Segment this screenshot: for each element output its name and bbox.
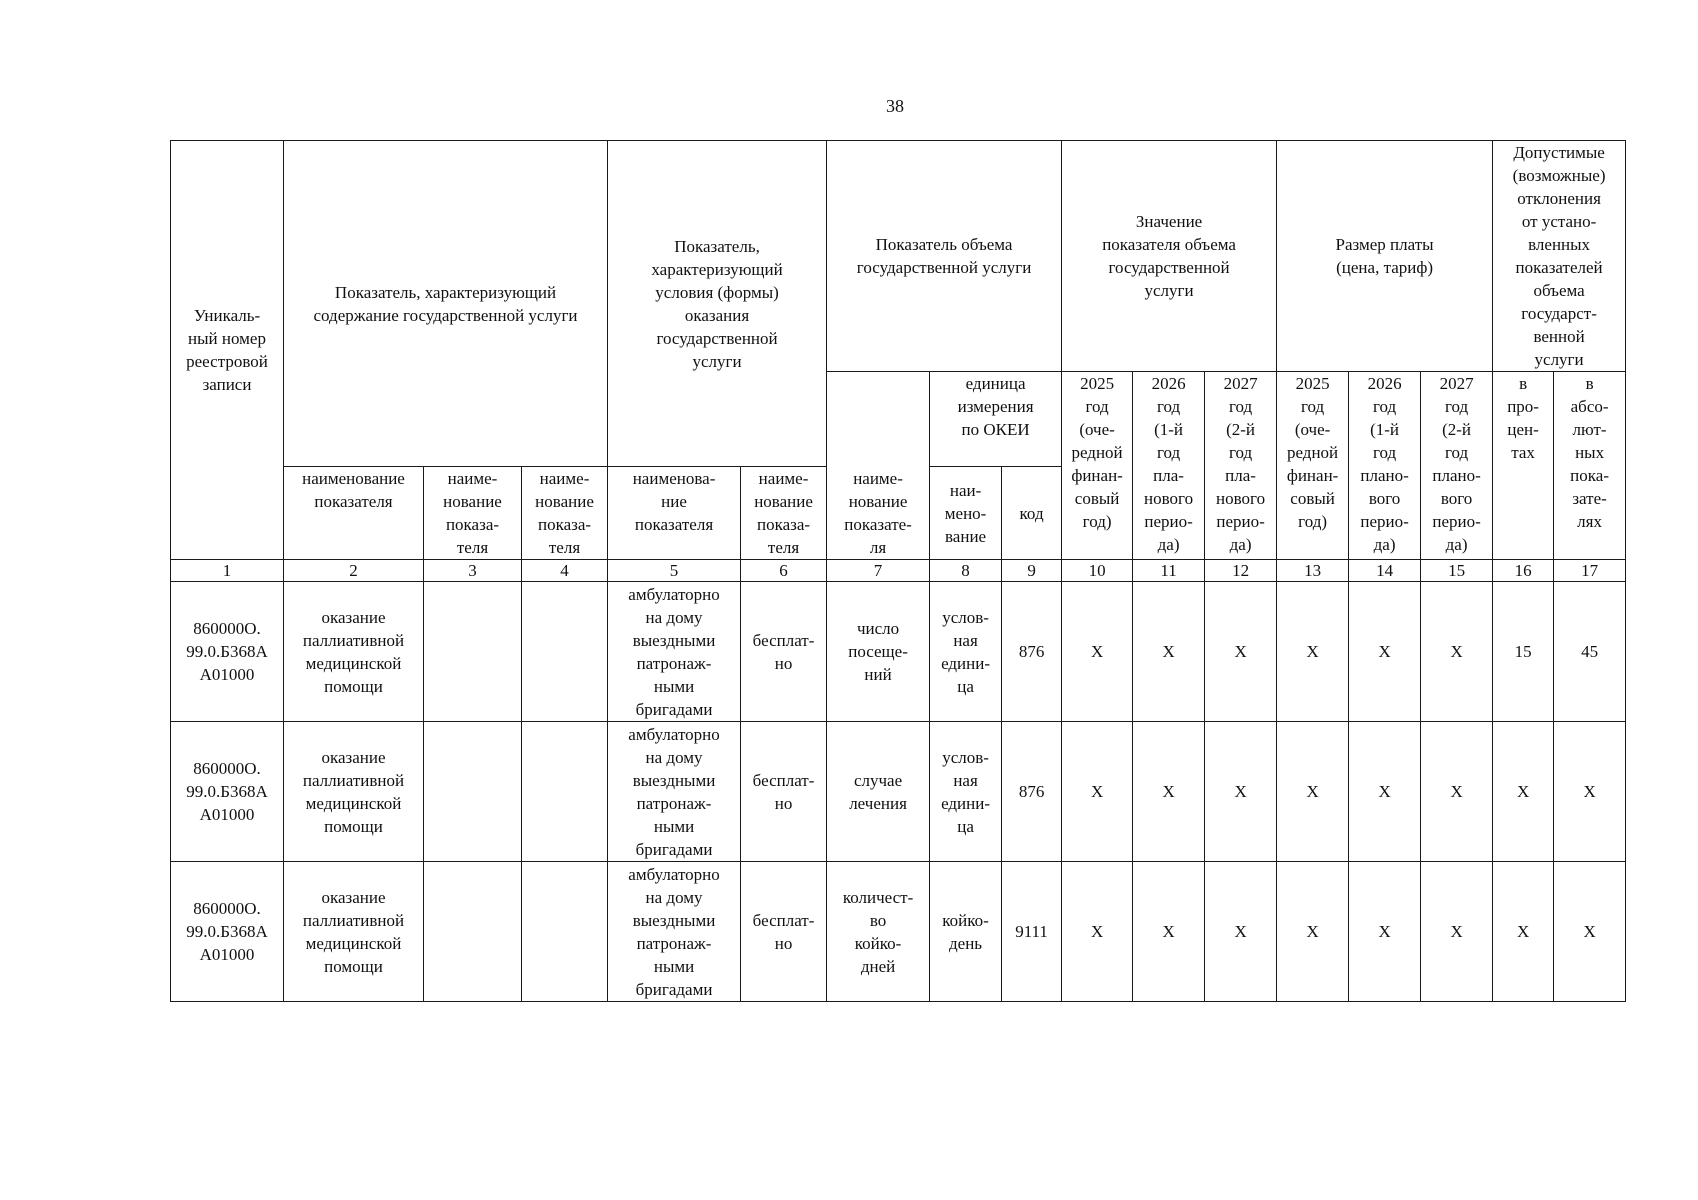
service-form-cell: амбулаторно на дому выездными патронаж- ными бригадами xyxy=(608,582,741,722)
value-2025-cell: Х xyxy=(1062,582,1133,722)
unit-name-cell: услов- ная едини- ца xyxy=(930,722,1002,862)
value-2026-cell: Х xyxy=(1133,722,1205,862)
column-number-cell: 5 xyxy=(608,560,741,582)
unit-code-cell: 876 xyxy=(1002,722,1062,862)
value-2027-cell: Х xyxy=(1205,582,1277,722)
payment-condition-cell: бесплат- но xyxy=(741,862,827,1002)
service-content-cell: оказание паллиативной медицинской помощи xyxy=(284,722,424,862)
column-number-cell: 16 xyxy=(1493,560,1554,582)
volume-indicator-name-cell: количест- во койко- дней xyxy=(827,862,930,1002)
unit-name-cell: койко- день xyxy=(930,862,1002,1002)
fee-2027-cell: Х xyxy=(1421,582,1493,722)
header-col-9: код xyxy=(1002,467,1062,560)
state-service-volume-table xyxy=(170,140,1626,1002)
header-col-17: в абсо- лют- ных пока- зате- лях xyxy=(1554,372,1626,560)
column-number-cell: 12 xyxy=(1205,560,1277,582)
fee-2027-cell: Х xyxy=(1421,862,1493,1002)
content-indicator-3-cell xyxy=(522,862,608,1002)
column-number-cell: 13 xyxy=(1277,560,1349,582)
header-content-indicator: Показатель, характеризующий содержание государственной услуги xyxy=(284,141,608,467)
column-number-cell: 17 xyxy=(1554,560,1626,582)
fee-2025-cell: Х xyxy=(1277,722,1349,862)
fee-2026-cell: Х xyxy=(1349,582,1421,722)
header-col-15: 2027 год (2-й год плано- вого перио- да) xyxy=(1421,372,1493,560)
value-2027-cell: Х xyxy=(1205,722,1277,862)
column-number-cell: 8 xyxy=(930,560,1002,582)
fee-2026-cell: Х xyxy=(1349,862,1421,1002)
content-indicator-2-cell xyxy=(424,582,522,722)
fee-2027-cell: Х xyxy=(1421,722,1493,862)
header-col-7: наиме- нование показате- ля xyxy=(827,372,930,560)
service-form-cell: амбулаторно на дому выездными патронаж- ными бригадами xyxy=(608,862,741,1002)
payment-condition-cell: бесплат- но xyxy=(741,582,827,722)
header-volume-indicator: Показатель объема государственной услуги xyxy=(827,141,1062,372)
value-2025-cell: Х xyxy=(1062,722,1133,862)
value-2027-cell: Х xyxy=(1205,862,1277,1002)
service-content-cell: оказание паллиативной медицинской помощи xyxy=(284,582,424,722)
deviation-percent-cell: 15 xyxy=(1493,582,1554,722)
table-row xyxy=(171,722,1626,862)
header-col-12: 2027 год (2-й год пла- нового перио- да) xyxy=(1205,372,1277,560)
content-indicator-3-cell xyxy=(522,582,608,722)
registry-number-cell: 860000О. 99.0.Б368А А01000 xyxy=(171,722,284,862)
fee-2026-cell: Х xyxy=(1349,722,1421,862)
header-conditions-indicator: Показатель, характеризующий условия (формы) оказания государственной услуги xyxy=(608,141,827,467)
column-number-cell: 1 xyxy=(171,560,284,582)
column-number-cell: 2 xyxy=(284,560,424,582)
page-number: 38 xyxy=(886,96,904,116)
column-number-cell: 3 xyxy=(424,560,522,582)
header-col-2: наименование показателя xyxy=(284,467,424,560)
column-number-cell: 6 xyxy=(741,560,827,582)
column-number-cell: 15 xyxy=(1421,560,1493,582)
column-number-cell: 14 xyxy=(1349,560,1421,582)
column-number-cell: 4 xyxy=(522,560,608,582)
payment-condition-cell: бесплат- но xyxy=(741,722,827,862)
deviation-percent-cell: Х xyxy=(1493,722,1554,862)
unit-code-cell: 876 xyxy=(1002,582,1062,722)
deviation-absolute-cell: 45 xyxy=(1554,582,1626,722)
deviation-absolute-cell: Х xyxy=(1554,722,1626,862)
header-col-4: наиме- нование показа- теля xyxy=(522,467,608,560)
value-2025-cell: Х xyxy=(1062,862,1133,1002)
header-col-8: наи- мено- вание xyxy=(930,467,1002,560)
value-2026-cell: Х xyxy=(1133,582,1205,722)
registry-number-cell: 860000О. 99.0.Б368А А01000 xyxy=(171,582,284,722)
column-number-row xyxy=(171,560,1626,582)
column-number-cell: 10 xyxy=(1062,560,1133,582)
column-number-cell: 9 xyxy=(1002,560,1062,582)
column-number-cell: 7 xyxy=(827,560,930,582)
content-indicator-2-cell xyxy=(424,722,522,862)
unit-code-cell: 9111 xyxy=(1002,862,1062,1002)
header-registry-number: Уникаль- ный номер реестровой записи xyxy=(171,141,284,560)
header-allowed-deviation: Допустимые (возможные) отклонения от устано- вленных показателей объема государст- венной услуги xyxy=(1493,141,1626,372)
registry-number-cell: 860000О. 99.0.Б368А А01000 xyxy=(171,862,284,1002)
column-number-cell: 11 xyxy=(1133,560,1205,582)
header-col-6: наиме- нование показа- теля xyxy=(741,467,827,560)
value-2026-cell: Х xyxy=(1133,862,1205,1002)
table-row xyxy=(171,862,1626,1002)
deviation-absolute-cell: Х xyxy=(1554,862,1626,1002)
header-col-3: наиме- нование показа- теля xyxy=(424,467,522,560)
header-col-10: 2025 год (оче- редной финан- совый год) xyxy=(1062,372,1133,560)
header-fee-size: Размер платы (цена, тариф) xyxy=(1277,141,1493,372)
service-content-cell: оказание паллиативной медицинской помощи xyxy=(284,862,424,1002)
deviation-percent-cell: Х xyxy=(1493,862,1554,1002)
content-indicator-2-cell xyxy=(424,862,522,1002)
header-col-13: 2025 год (оче- редной финан- совый год) xyxy=(1277,372,1349,560)
content-indicator-3-cell xyxy=(522,722,608,862)
volume-indicator-name-cell: число посеще- ний xyxy=(827,582,930,722)
header-col-11: 2026 год (1-й год пла- нового перио- да) xyxy=(1133,372,1205,560)
header-col-14: 2026 год (1-й год плано- вого перио- да) xyxy=(1349,372,1421,560)
volume-indicator-name-cell: случае лечения xyxy=(827,722,930,862)
fee-2025-cell: Х xyxy=(1277,582,1349,722)
header-col-5: наименова- ние показателя xyxy=(608,467,741,560)
header-volume-value: Значение показателя объема государственной услуги xyxy=(1062,141,1277,372)
service-form-cell: амбулаторно на дому выездными патронаж- ными бригадами xyxy=(608,722,741,862)
table-row xyxy=(171,582,1626,722)
unit-name-cell: услов- ная едини- ца xyxy=(930,582,1002,722)
fee-2025-cell: Х xyxy=(1277,862,1349,1002)
header-col-16: в про- цен- тах xyxy=(1493,372,1554,560)
header-okei-unit: единица измерения по ОКЕИ xyxy=(930,372,1062,467)
